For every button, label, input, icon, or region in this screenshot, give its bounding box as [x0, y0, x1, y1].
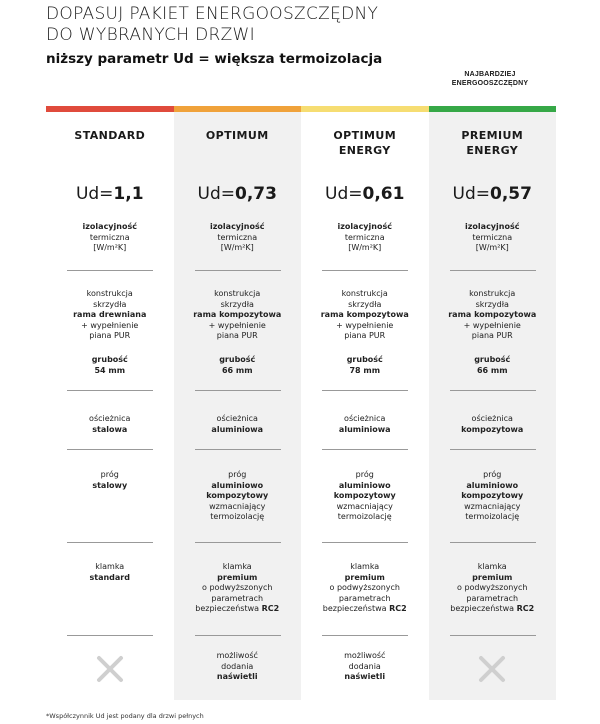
handle-cell	[429, 562, 557, 615]
handle-value: premium	[472, 572, 513, 582]
not-available-icon	[478, 655, 506, 683]
transom-line: możliwość	[344, 651, 386, 660]
package-name: STANDARD	[74, 129, 146, 142]
thickness-value: 66 mm	[476, 365, 508, 375]
sill-line: termoizolację	[210, 512, 265, 521]
package-column-2	[174, 112, 302, 700]
separator	[322, 542, 408, 543]
insulation-cell	[429, 222, 557, 254]
sill-line: termoizolację	[465, 512, 520, 521]
not-available-icon	[96, 655, 124, 683]
frame-label: ościeżnica	[89, 414, 131, 423]
sill-label: próg	[483, 470, 502, 479]
handle-line	[174, 604, 302, 615]
separator	[450, 449, 536, 450]
frame-label: ościeżnica	[344, 414, 386, 423]
ud-number: 1,1	[113, 184, 144, 204]
frame-value: aluminiowa	[338, 424, 391, 434]
construction-line: piana PUR	[471, 331, 513, 340]
ud-value	[429, 184, 557, 204]
ud-value	[174, 184, 302, 204]
thickness-cell	[429, 355, 557, 376]
insulation-label: izolacyjność	[82, 222, 137, 231]
separator	[67, 270, 153, 271]
construction-line: piana PUR	[89, 331, 131, 340]
ud-number: 0,61	[362, 184, 405, 204]
construction-line: konstrukcja	[341, 289, 388, 298]
separator	[322, 449, 408, 450]
construction-line: + wypełnienie	[208, 320, 266, 330]
frame-label: ościeżnica	[471, 414, 513, 423]
thickness-cell	[46, 355, 174, 376]
insulation-label: izolacyjność	[210, 222, 265, 231]
construction-line: skrzydła	[93, 299, 127, 309]
sill-value: stalowy	[92, 480, 128, 490]
transom-value: naświetli	[216, 672, 258, 681]
sill-cell	[174, 470, 302, 523]
separator	[195, 390, 281, 391]
handle-label: klamka	[350, 562, 380, 571]
handle-label: klamka	[222, 562, 252, 571]
handle-line: o podwyższonych	[457, 583, 528, 592]
handle-line: parametrach	[338, 593, 391, 603]
sill-cell	[429, 470, 557, 523]
insulation-unit: [W/m²K]	[93, 243, 127, 252]
sill-cell	[301, 470, 429, 523]
transom-line: możliwość	[216, 651, 258, 660]
construction-frame: rama kompozytowa	[193, 310, 282, 319]
sill-cell	[46, 470, 174, 491]
handle-label: klamka	[95, 562, 125, 571]
construction-cell	[46, 289, 174, 342]
construction-line: konstrukcja	[86, 289, 133, 298]
handle-line: parametrach	[466, 593, 519, 603]
separator	[450, 270, 536, 271]
thickness-label: grubość	[91, 355, 128, 364]
footnote: *Współczynnik Ud jest podany dla drzwi pełnych	[46, 712, 204, 720]
frame-value: stalowa	[92, 424, 128, 434]
transom-cell	[301, 651, 429, 683]
sill-line: termoizolację	[337, 512, 392, 521]
ud-value	[46, 184, 174, 204]
sill-label: próg	[228, 470, 247, 479]
title-line-1: DOPASUJ PAKIET ENERGOOSZCZĘDNY	[46, 4, 379, 24]
separator	[67, 542, 153, 543]
insulation-cell	[174, 222, 302, 254]
construction-cell	[429, 289, 557, 342]
construction-frame: rama kompozytowa	[320, 310, 409, 319]
frame-cell	[46, 414, 174, 435]
package-column-4	[429, 112, 557, 700]
package-name: PREMIUM ENERGY	[461, 129, 524, 157]
handle-cell	[174, 562, 302, 615]
sill-line: wzmacniający	[336, 501, 393, 511]
construction-line: konstrukcja	[469, 289, 516, 298]
frame-cell	[429, 414, 557, 435]
separator	[450, 635, 536, 636]
insulation-unit: [W/m²K]	[475, 243, 509, 252]
ud-prefix: Ud=	[325, 184, 363, 204]
badge-line-2: ENERGOOSZCZĘDNY	[451, 80, 529, 87]
handle-line	[429, 604, 557, 615]
sill-value: kompozytowy	[461, 491, 524, 500]
page-subtitle: niższy parametr Ud = większa termoizolacja	[46, 51, 383, 67]
handle-value: premium	[217, 572, 258, 582]
separator	[450, 542, 536, 543]
thickness-label: grubość	[474, 355, 511, 364]
thickness-value: 54 mm	[94, 365, 126, 375]
separator	[67, 390, 153, 391]
insulation-sub: termiczna	[217, 232, 258, 242]
sill-value: aluminiowo	[338, 480, 391, 490]
separator	[67, 635, 153, 636]
separator	[322, 270, 408, 271]
insulation-sub: termiczna	[344, 232, 385, 242]
insulation-unit: [W/m²K]	[220, 243, 254, 252]
thickness-cell	[301, 355, 429, 376]
frame-value: aluminiowa	[211, 424, 264, 434]
most-efficient-badge	[435, 70, 545, 88]
transom-line: dodania	[348, 661, 381, 671]
construction-cell	[301, 289, 429, 342]
separator	[195, 270, 281, 271]
thickness-label: grubość	[346, 355, 383, 364]
header	[46, 4, 556, 67]
insulation-label: izolacyjność	[337, 222, 392, 231]
thickness-value: 66 mm	[221, 365, 253, 375]
separator	[195, 635, 281, 636]
package-column-3	[301, 112, 429, 700]
frame-cell	[174, 414, 302, 435]
separator	[450, 390, 536, 391]
thickness-label: grubość	[219, 355, 256, 364]
insulation-cell	[46, 222, 174, 254]
construction-line: piana PUR	[216, 331, 258, 340]
construction-line: piana PUR	[344, 331, 386, 340]
construction-cell	[174, 289, 302, 342]
frame-value: kompozytowa	[461, 424, 524, 434]
title-line-2: DO WYBRANYCH DRZWI	[46, 25, 255, 45]
sill-value: kompozytowy	[206, 491, 269, 500]
handle-security: bezpieczeństwa	[195, 604, 262, 613]
handle-cell	[46, 562, 174, 583]
construction-line: konstrukcja	[214, 289, 261, 298]
handle-rc-class: RC2	[389, 604, 407, 613]
transom-value: naświetli	[344, 672, 386, 681]
handle-rc-class: RC2	[261, 604, 280, 613]
thickness-value: 78 mm	[349, 365, 381, 375]
construction-frame: rama kompozytowa	[448, 310, 537, 319]
insulation-unit: [W/m²K]	[348, 243, 382, 252]
transom-cell	[174, 651, 302, 683]
insulation-sub: termiczna	[472, 232, 513, 242]
ud-prefix: Ud=	[75, 184, 114, 204]
comparison-table	[46, 112, 556, 700]
handle-line: o podwyższonych	[202, 583, 273, 592]
ud-number: 0,57	[490, 184, 532, 204]
sill-line: wzmacniający	[464, 501, 521, 511]
ud-number: 0,73	[235, 184, 277, 204]
frame-cell	[301, 414, 429, 435]
page-title	[46, 4, 556, 46]
thickness-cell	[174, 355, 302, 376]
construction-line: + wypełnienie	[463, 320, 521, 330]
handle-line	[301, 604, 429, 615]
separator	[195, 449, 281, 450]
construction-line: skrzydła	[475, 299, 509, 309]
handle-line: o podwyższonych	[329, 583, 400, 592]
insulation-sub: termiczna	[89, 232, 130, 242]
package-name: OPTIMUM ENERGY	[333, 129, 397, 157]
insulation-cell	[301, 222, 429, 254]
construction-frame: rama drewniana	[73, 310, 147, 319]
frame-label: ościeżnica	[216, 414, 258, 423]
transom-line: dodania	[221, 661, 254, 671]
ud-value	[301, 184, 429, 204]
sill-line: wzmacniający	[209, 501, 266, 511]
handle-line: parametrach	[211, 593, 264, 603]
handle-security: bezpieczeństwa	[450, 604, 517, 613]
sill-label: próg	[355, 470, 374, 479]
sill-value: kompozytowy	[333, 491, 396, 500]
ud-prefix: Ud=	[452, 184, 491, 204]
ud-prefix: Ud=	[197, 184, 236, 204]
construction-line: + wypełnienie	[81, 320, 139, 330]
separator	[67, 449, 153, 450]
sill-value: aluminiowo	[466, 480, 519, 490]
construction-line: skrzydła	[348, 299, 382, 309]
handle-label: klamka	[477, 562, 507, 571]
handle-rc-class: RC2	[516, 604, 535, 613]
separator	[322, 390, 408, 391]
construction-line: skrzydła	[220, 299, 254, 309]
package-column-1	[46, 112, 174, 700]
separator	[195, 542, 281, 543]
badge-line-1: NAJBARDZIEJ	[464, 71, 516, 78]
handle-security: bezpieczeństwa	[322, 604, 390, 613]
sill-value: aluminiowo	[211, 480, 264, 490]
package-name: OPTIMUM	[205, 129, 269, 142]
handle-value: premium	[344, 572, 385, 582]
handle-cell	[301, 562, 429, 615]
insulation-label: izolacyjność	[465, 222, 520, 231]
sill-label: próg	[100, 470, 119, 479]
separator	[322, 635, 408, 636]
construction-line: + wypełnienie	[336, 320, 394, 330]
handle-value: standard	[89, 572, 130, 582]
